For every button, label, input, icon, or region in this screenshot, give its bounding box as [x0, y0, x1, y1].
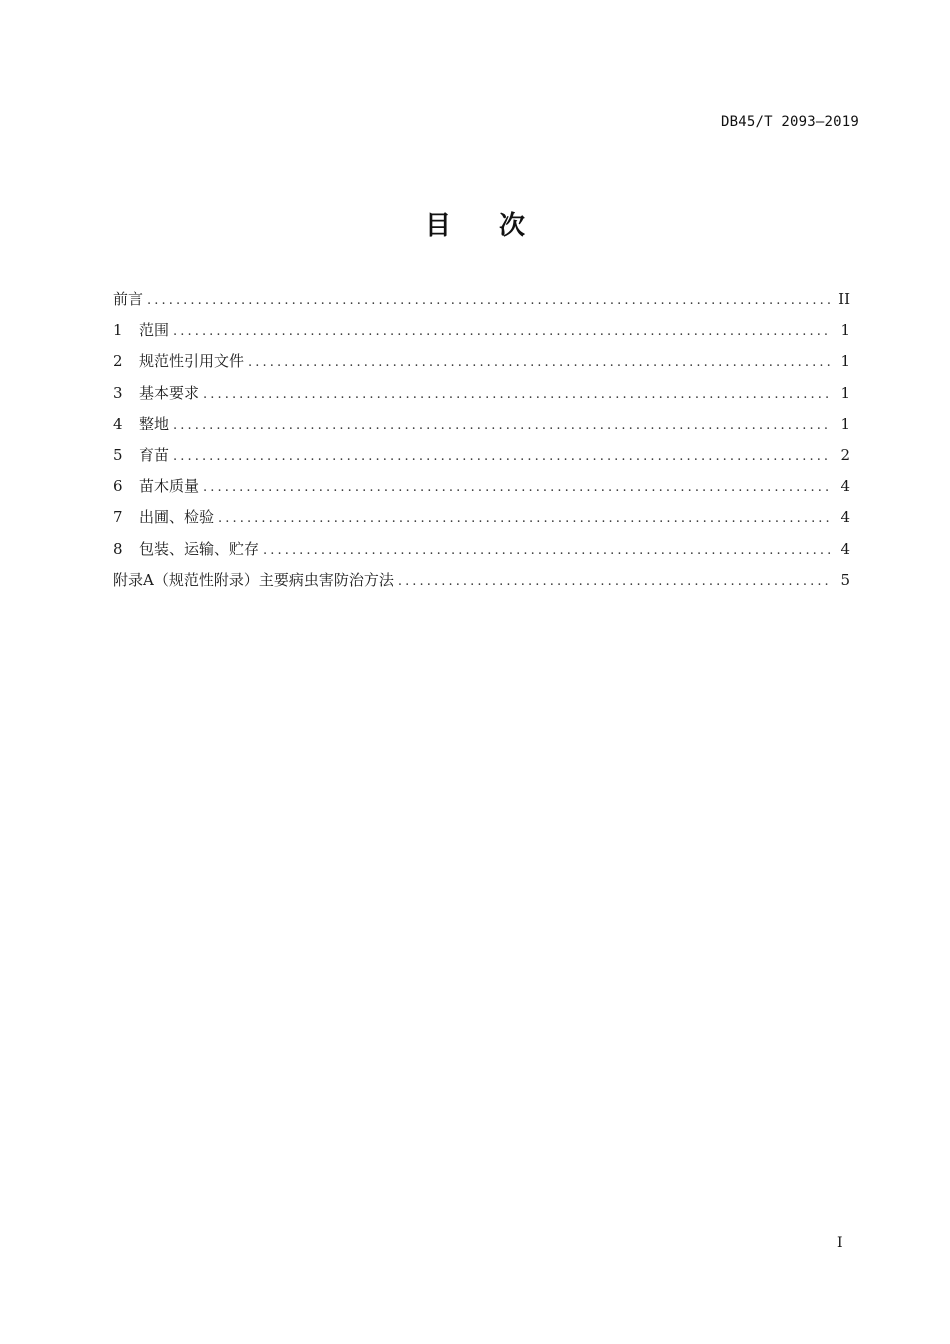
toc-entry-label: 育苗: [139, 445, 170, 464]
toc-entry-page: 4: [840, 539, 850, 558]
toc-entry-label: 规范性引用文件: [139, 352, 245, 371]
toc-entry-foreword[interactable]: [113, 284, 850, 315]
toc-entry-number: 8: [113, 539, 123, 558]
toc-entry-label: 整地: [139, 414, 170, 433]
toc-entry-page: 1: [840, 414, 850, 433]
toc-entry-page: 1: [840, 352, 850, 371]
toc-entry-number: 5: [113, 445, 123, 464]
toc-entry-page: 4: [840, 508, 850, 527]
toc-entry-scope[interactable]: [113, 315, 850, 346]
toc-leader-dots: [147, 285, 832, 316]
toc-leader-dots: [173, 316, 832, 347]
toc-entry-page: II: [838, 290, 850, 308]
toc-entry-seedling-raising[interactable]: [113, 440, 850, 471]
toc-leader-dots: [398, 566, 832, 597]
page-number: I: [837, 1235, 843, 1251]
toc-leader-dots: [248, 347, 832, 378]
toc-leader-dots: [263, 535, 832, 566]
toc-entry-page: 2: [840, 445, 850, 464]
toc-leader-dots: [203, 472, 832, 503]
toc-entry-label: 基本要求: [139, 383, 200, 402]
toc-entry-page: 1: [840, 383, 850, 402]
toc-entry-label: 苗木质量: [139, 477, 200, 496]
toc-entry-page: 1: [840, 321, 850, 340]
toc-entry-label: 附录A（规范性附录）主要病虫害防治方法: [113, 570, 394, 589]
document-code: DB45/T 2093—2019: [720, 114, 859, 130]
toc-entry-number: 4: [113, 414, 123, 433]
toc-entry-page: 5: [840, 570, 850, 589]
toc-entry-seedling-quality[interactable]: [113, 471, 850, 502]
toc-entry-basic-requirements[interactable]: [113, 378, 850, 409]
toc-entry-number: 3: [113, 383, 123, 402]
toc-entry-label: 出圃、检验: [139, 508, 215, 527]
page-title: 目次: [424, 211, 573, 241]
toc-entry-number: 6: [113, 477, 123, 496]
toc-entry-label: 前言: [113, 290, 144, 308]
table-of-contents: [113, 284, 850, 596]
toc-entry-packaging-transport-storage[interactable]: [113, 534, 850, 565]
toc-entry-number: 1: [113, 321, 123, 340]
toc-leader-dots: [173, 441, 832, 472]
toc-entry-label: 范围: [139, 321, 170, 340]
toc-entry-number: 7: [113, 508, 123, 527]
toc-leader-dots: [173, 410, 832, 441]
toc-entry-normative-references[interactable]: [113, 346, 850, 377]
toc-leader-dots: [203, 379, 832, 410]
toc-entry-nursery-out-inspection[interactable]: [113, 502, 850, 533]
toc-leader-dots: [218, 503, 832, 534]
toc-entry-label: 包装、运输、贮存: [139, 539, 260, 558]
toc-entry-appendix-a[interactable]: [113, 565, 850, 596]
toc-entry-land-preparation[interactable]: [113, 409, 850, 440]
toc-entry-page: 4: [840, 477, 850, 496]
toc-entry-number: 2: [113, 352, 123, 371]
